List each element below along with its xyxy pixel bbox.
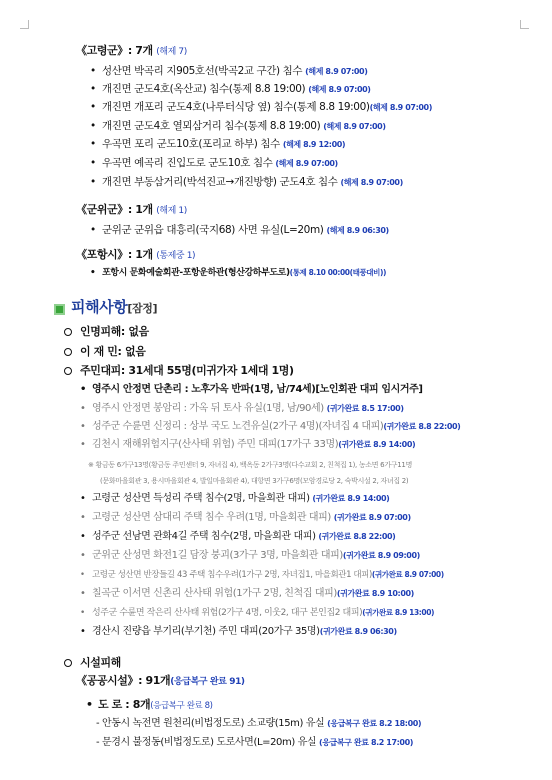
evac-item: • 영주시 안정면 단촌리 : 노후가옥 반파(1명, 남/74세)[노인회관 대피 임시거주]	[80, 384, 423, 395]
public-facility: 《공공시설》: 91개(응급복구 완료 91)	[76, 674, 245, 687]
list-item: • 개진면 개포리 군도4호(나루터식당 옆) 침수(통제 8.8 19:00)(해제 8.9 07:00)	[90, 101, 432, 113]
gunwi-header: 《군위군》: 1개 (해제 1)	[76, 203, 187, 216]
list-item: • 개진면 군도4호(옥산교) 침수(통제 8.8 19:00) (해제 8.9 07:00)	[90, 83, 371, 95]
list-item: • 개진면 군도4호 열뫼삼거리 침수(통제 8.8 19:00) (해제 8.9 07:00)	[90, 120, 386, 132]
list-item: • 군위군 군위읍 대흥리(국지68) 사면 유실(L=20m) (해제 8.9 06:30)	[90, 224, 389, 236]
evac-item: • 군위군 산성면 화전1길 담장 붕괴(3가구 3명, 마을회관 대피)(귀가완료 8.9 09:00)	[80, 550, 420, 561]
circle-bullet-icon	[64, 328, 72, 336]
road-header: • 도 로 : 8개(응급복구 완료 8)	[86, 698, 213, 711]
damage-section-header: 피해사항[잠정]	[54, 300, 157, 316]
list-item: • 성산면 박곡리 지905호선(박곡2교 구간) 침수 (해제 8.9 07:00)	[90, 65, 368, 77]
goryeong-release: (해제 7)	[156, 47, 187, 57]
goryeong-title: 《고령군》: 7개	[76, 44, 153, 57]
pohang-header: 《포항시》: 1개 (통제중 1)	[76, 248, 196, 261]
goryeong-header	[76, 44, 187, 59]
facility-header: 시설피해	[64, 656, 121, 670]
road-item: - 안동시 녹전면 원천리(비법정도로) 소교량(15m) 유실 (응급복구 완료 8.2 18:00)	[96, 718, 422, 729]
evac-item: • 고령군 성산면 삼대리 주택 침수 우려(1명, 마을회관 대피) (귀가완료 8.9 07:00)	[80, 512, 411, 523]
evac-item: • 경산시 진량읍 부기리(부기천) 주민 대피(20가구 35명)(귀가완료 8.9 06:30)	[80, 626, 397, 637]
damage-row: 주민대피: 31세대 55명(미귀가자 1세대 1명)	[64, 364, 294, 378]
damage-row: 인명피해: 없음	[64, 325, 149, 339]
list-item: • 우곡면 예곡리 진입도로 군도10호 침수 (해제 8.9 07:00)	[90, 157, 338, 169]
evac-item: • 영주시 안정면 봉암리 : 가옥 뒤 토사 유실(1명, 남/90세) (귀가완료 8.5 17:00)	[80, 403, 404, 414]
evac-item: • 성주군 선남면 관화4길 주택 침수(2명, 마을회관 대피) (귀가완료 8.8 22:00)	[80, 531, 396, 542]
crop-mark	[20, 20, 29, 29]
list-item: • 개진면 부동삼거리(박석진교→개진방향) 군도4호 침수 (해제 8.9 07:00)	[90, 176, 403, 188]
circle-bullet-icon	[64, 348, 72, 356]
list-item: • 우곡면 포리 군도10호(포리교 하부) 침수 (해제 8.9 12:00)	[90, 138, 346, 150]
evac-item: • 칠곡군 이서면 신촌리 산사태 위험(1가구 2명, 친척집 대피)(귀가완료 8.9 10:00)	[80, 588, 414, 599]
evac-item: • 성주군 수륜면 작은리 산사태 위험(2가구 4명, 이웃2, 대구 본인집2 대피)(귀가완료 8.9 13:00)	[80, 608, 435, 618]
evac-item: • 김천시 재해위험지구(산사태 위험) 주민 대피(17가구 33명)(귀가완료 8.9 14:00)	[80, 439, 416, 450]
evac-note: ※ 황금동 6가구13명(황금동 주민센터 9, 자녀집 4), 백옥동 2가구3명(다수교회 2, 친척집 1), 농소면 6가구11명	[88, 461, 413, 469]
evac-item: • 고령군 성산면 득성리 주택 침수(2명, 마을회관 대피) (귀가완료 8.9 14:00)	[80, 493, 390, 504]
list-item: • 포항시 문화예술회관-포항운하관(형산강하부도로)(통제 8.10 00:00(태풍대비))	[90, 268, 387, 278]
damage-row: 이 재 민: 없음	[64, 345, 145, 359]
evac-note: (문화마을회관 3, 용시마을회관 4, 발일마을회관 4), 대항면 3가구6명(모암경로당 2, 숙박시설 2, 자녀집 2)	[100, 477, 409, 485]
evac-item: • 고령군 성산면 반장들길 43 주택 침수우려(1가구 2명, 자녀집1, 마을회관1 대피)(귀가완료 8.9 07:00)	[80, 570, 444, 580]
circle-bullet-icon	[64, 659, 72, 667]
crop-mark	[520, 20, 529, 29]
section-square-icon	[54, 304, 65, 315]
circle-bullet-icon	[64, 367, 72, 375]
evac-item: • 성주군 수륜면 신정리 : 상부 국도 노견유실(2가구 4명)(자녀집 4 대피)(귀가완료 8.8 22:00)	[80, 421, 461, 432]
road-item: - 문경시 불정동(비법정도로) 도로사면(L=20m) 유실 (응급복구 완료 8.2 17:00)	[96, 737, 414, 748]
